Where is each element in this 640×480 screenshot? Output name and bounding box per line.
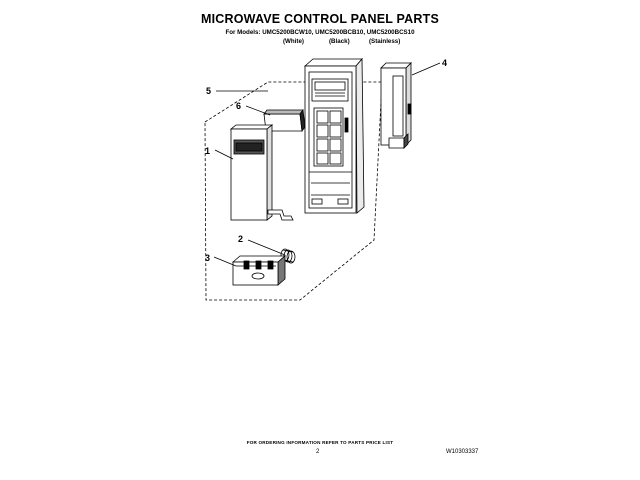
variant-stainless: (Stainless) — [369, 38, 401, 45]
callout-6: 6 — [236, 101, 242, 111]
part-1-touch-panel — [231, 125, 293, 220]
callout-1: 1 — [205, 146, 211, 156]
leader-line-2 — [248, 240, 285, 255]
variant-black: (Black) — [329, 38, 350, 45]
leader-line-4 — [412, 63, 440, 75]
leader-line-3 — [214, 257, 236, 266]
callout-2: 2 — [238, 234, 244, 244]
callout-4: 4 — [442, 58, 448, 68]
ordering-note: FOR ORDERING INFORMATION REFER TO PARTS PRICE LIST — [246, 440, 394, 445]
variant-white: (White) — [283, 38, 304, 45]
leader-line-1 — [215, 150, 233, 159]
models-line: For Models: UMC5200BCW10, UMC5200BCB10, UMC5200BCS10 — [225, 29, 415, 36]
page-title: MICROWAVE CONTROL PANEL PARTS — [201, 12, 439, 26]
part-3-bracket — [233, 256, 285, 285]
callout-3: 3 — [205, 253, 211, 263]
callout-5: 5 — [206, 86, 212, 96]
control-panel-frame — [305, 59, 364, 213]
page-number: 2 — [316, 449, 320, 455]
document-code: W10303337 — [446, 449, 479, 455]
part-4-side-panel — [381, 63, 411, 148]
